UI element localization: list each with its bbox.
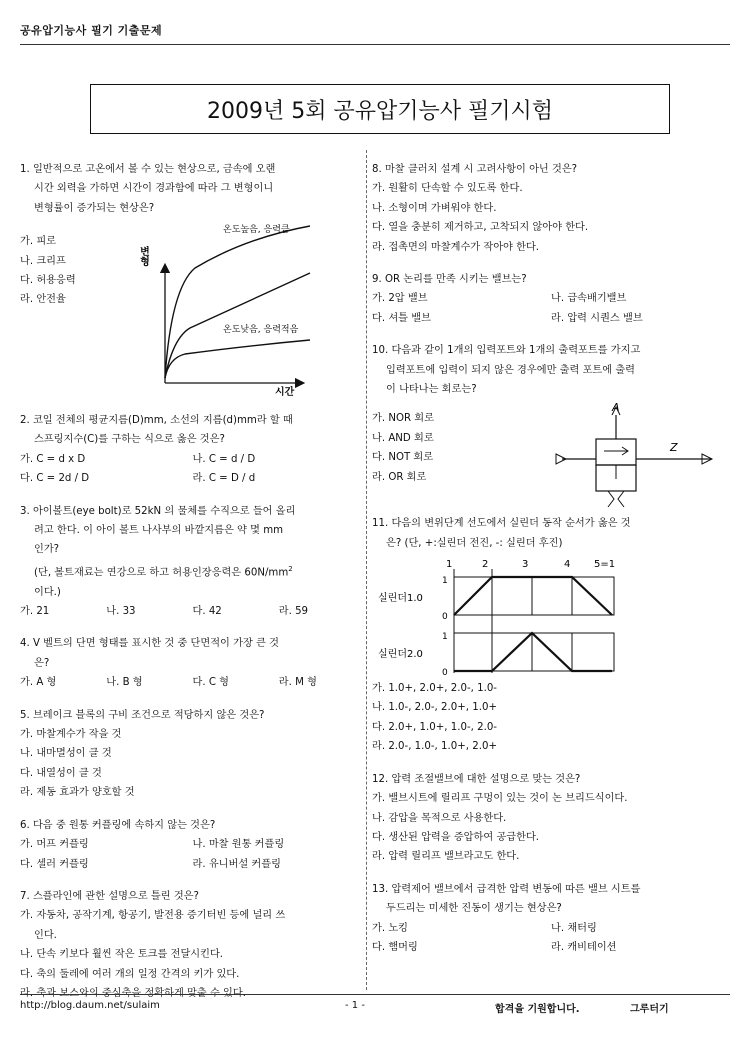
option: 나. 33 (106, 606, 136, 618)
option: 나. AND 회로 (372, 432, 434, 444)
step-label: 2 (482, 559, 489, 571)
question-4 (20, 634, 365, 692)
cylinder-label: 실린더1.0 (378, 593, 423, 605)
option: 나. 채터링 (551, 922, 597, 934)
step-label: 3 (522, 559, 529, 571)
option: 라. 제동 효과가 양호할 것 (20, 787, 135, 799)
question-text: 두드리는 미세한 진동이 생기는 현상은? (386, 903, 562, 915)
level-label: 0 (442, 612, 448, 623)
option: 라. 축과 보스와의 중심축을 정확하게 맞출 수 있다. (20, 987, 246, 999)
option: 가. 밸브시트에 릴리프 구멍이 있는 것이 논 브리드식이다. (372, 793, 628, 805)
page-header: 공유압기능사 필기 기출문제 (20, 24, 163, 37)
option: 가. 마찰계수가 작을 것 (20, 729, 122, 741)
question-12 (372, 770, 730, 867)
question-text: 4. V 벨트의 단면 형태를 표시한 것 중 단면적이 가장 큰 것 (20, 638, 279, 650)
question-text: 려고 한다. 이 아이 볼트 나사부의 바깥지름은 약 몇 mm (34, 525, 284, 537)
option: 라. 캐비테이션 (551, 941, 617, 953)
level-label: 0 (442, 668, 448, 679)
step-label: 4 (564, 559, 571, 571)
question-6 (20, 816, 365, 874)
port-label-a: A (612, 401, 620, 415)
option: 나. 1.0-, 2.0-, 2.0+, 1.0+ (372, 702, 497, 714)
column-divider (366, 150, 367, 990)
option: 가. NOR 회로 (372, 413, 434, 425)
option: 나. 단속 키보다 훨씬 작은 토크를 전달시킨다. (20, 949, 224, 961)
option: 라. 59 (278, 606, 309, 618)
question-text: 은? (단, +:실린더 전진, -: 실린더 후진) (386, 537, 563, 549)
question-1 (20, 160, 365, 398)
cylinder-label: 실린더2.0 (378, 649, 423, 661)
question-text: 12. 압력 조절밸브에 대한 설명으로 맞는 것은? (372, 773, 581, 785)
question-text: 10. 다음과 같이 1개의 입력포트와 1개의 출력포트를 가지고 (372, 345, 641, 357)
option: 가. 1.0+, 2.0+, 2.0-, 1.0- (372, 683, 497, 695)
not-valve-figure (552, 399, 727, 509)
option: 라. M 형 (278, 677, 317, 689)
question-5 (20, 706, 365, 803)
question-text: 인가? (34, 544, 60, 556)
footer-rule (20, 994, 730, 995)
question-text: 8. 마찰 클러치 설계 시 고려사항이 아닌 것은? (372, 164, 578, 175)
question-text: 스프링지수(C)를 구하는 식으로 옳은 것은? (34, 434, 225, 446)
option: 나. 감압을 목적으로 사용한다. (372, 812, 507, 824)
right-column (372, 160, 730, 970)
question-10 (372, 341, 730, 501)
option: 나. B 형 (106, 677, 143, 689)
question-7 (20, 887, 365, 1003)
option: 다. C = 2d / D (20, 473, 90, 485)
question-text: 3. 아이볼트(eye bolt)로 52kN 의 물체를 수직으로 들어 올리 (20, 505, 296, 517)
option: 가. 2압 밸브 (372, 293, 428, 305)
footer-url[interactable]: http://blog.daum.net/sulaim (20, 1000, 160, 1011)
option: 가. 자동차, 공작기계, 항공기, 발전용 증기터빈 등에 널리 쓰 (20, 910, 286, 922)
option: 다. 내열성이 클 것 (20, 767, 102, 779)
option: 다. 생산된 압력을 증압하여 공급한다. (372, 831, 540, 843)
level-label: 1 (442, 576, 448, 587)
option: 다. 햄머링 (372, 941, 418, 953)
option: 다. 42 (192, 606, 222, 618)
question-2 (20, 411, 365, 489)
question-text: 은? (34, 657, 50, 669)
question-11 (372, 514, 730, 756)
question-text: 2. 코일 전체의 평균지름(D)mm, 소선의 지름(d)mm라 할 때 (20, 415, 293, 426)
option: 다. 축의 둘레에 여러 개의 일정 간격의 키가 있다. (20, 968, 240, 980)
option: 나. C = d / D (192, 453, 256, 465)
option: 라. 2.0-, 1.0-, 1.0+, 2.0+ (372, 741, 497, 753)
option: 인다. (34, 929, 57, 941)
question-text: 5. 브레이크 블록의 구비 조건으로 적당하지 않은 것은? (20, 709, 265, 721)
step-label: 5=1 (594, 559, 616, 571)
question-text: 7. 스플라인에 관한 설명으로 틀린 것은? (20, 890, 199, 902)
option: 가. 노킹 (372, 922, 408, 934)
port-label-z: Z (670, 441, 678, 455)
option: 나. 급속배기밸브 (551, 293, 627, 305)
creep-curve-figure (135, 218, 335, 396)
question-text: 9. OR 논리를 만족 시키는 밸브는? (372, 274, 527, 286)
option: 라. 접촉면의 마찰계수가 작아야 한다. (372, 241, 540, 253)
question-text: 13. 압력제어 밸브에서 급격한 압력 변동에 따른 밸브 시트를 (372, 883, 641, 895)
option: 가. 원활히 단속할 수 있도록 한다. (372, 183, 523, 195)
question-text: (단, 볼트재료는 연강으로 하고 허용인장응력은 $60N/mm^2$ (34, 564, 293, 579)
question-text: 변형률이 증가되는 현상은? (34, 202, 155, 214)
option: 가. 머프 커플링 (20, 839, 89, 851)
question-text: 입력포트에 입력이 되지 않은 경우에만 출력 포트에 출력 (386, 364, 636, 376)
header-rule (20, 44, 730, 45)
question-text: 이 나타나는 회로는? (386, 384, 477, 396)
option: 라. 압력 릴리프 밸브라고도 한다. (372, 851, 520, 863)
option: 다. 2.0+, 1.0+, 1.0-, 2.0- (372, 721, 497, 733)
option: 다. 셀러 커플링 (20, 858, 89, 870)
axis-label-y: 변형 (137, 246, 149, 266)
question-8 (372, 160, 730, 257)
exam-title: 2009년 5회 공유압기능사 필기시험 (90, 84, 670, 134)
curve-label-high: 온도높음, 응력큼 (223, 225, 290, 235)
question-text: 시간 외력을 가하면 시간이 경과함에 따라 그 변형이니 (34, 183, 274, 195)
step-label: 1 (446, 559, 453, 571)
option: 다. C 형 (192, 677, 230, 689)
option: 나. 내마멸성이 클 것 (20, 748, 112, 760)
question-text: 6. 다음 중 원통 커플링에 속하지 않는 것은? (20, 819, 216, 831)
footer-cheer: 합격을 기원합니다. (495, 1004, 580, 1015)
curve-label-low: 온도낮음, 응력적음 (223, 325, 299, 335)
option: 나. 소형이며 가벼워야 한다. (372, 202, 497, 214)
option: 가. C = d x D (20, 453, 86, 465)
option: 나. 마찰 원통 커플링 (192, 839, 285, 851)
question-13 (372, 880, 730, 958)
question-text: 1. 일반적으로 고온에서 볼 수 있는 현상으로, 금속에 오랜 (20, 164, 276, 175)
option: 다. 열을 충분히 제거하고, 고착되지 않아야 한다. (372, 222, 589, 234)
left-column (20, 160, 365, 1016)
option: 라. 유니버설 커플링 (192, 858, 281, 870)
option: 라. C = D / d (192, 473, 256, 485)
question-text: 이다.) (34, 586, 61, 598)
option: 가. 피로 (20, 236, 56, 248)
question-3 (20, 502, 365, 622)
option: 다. 허용응력 (20, 275, 76, 287)
option: 다. 셔틀 밸브 (372, 312, 431, 324)
option: 라. 압력 시퀀스 밸브 (551, 312, 643, 324)
option: 라. 안전율 (20, 294, 66, 306)
footer-author: 그루터기 (630, 1004, 669, 1015)
question-9 (372, 270, 730, 328)
question-text: 11. 다음의 변위단계 선도에서 실린더 동작 순서가 옳은 것 (372, 518, 631, 530)
footer-page-number: - 1 - (345, 1000, 365, 1011)
level-label: 1 (442, 632, 448, 643)
option: 라. OR 회로 (372, 471, 427, 483)
axis-label-x: 시간 (275, 387, 295, 396)
option: 가. A 형 (20, 677, 57, 689)
option: 나. 크리프 (20, 255, 66, 267)
displacement-step-diagram (372, 555, 712, 679)
option: 다. NOT 회로 (372, 452, 434, 464)
option: 가. 21 (20, 606, 50, 618)
